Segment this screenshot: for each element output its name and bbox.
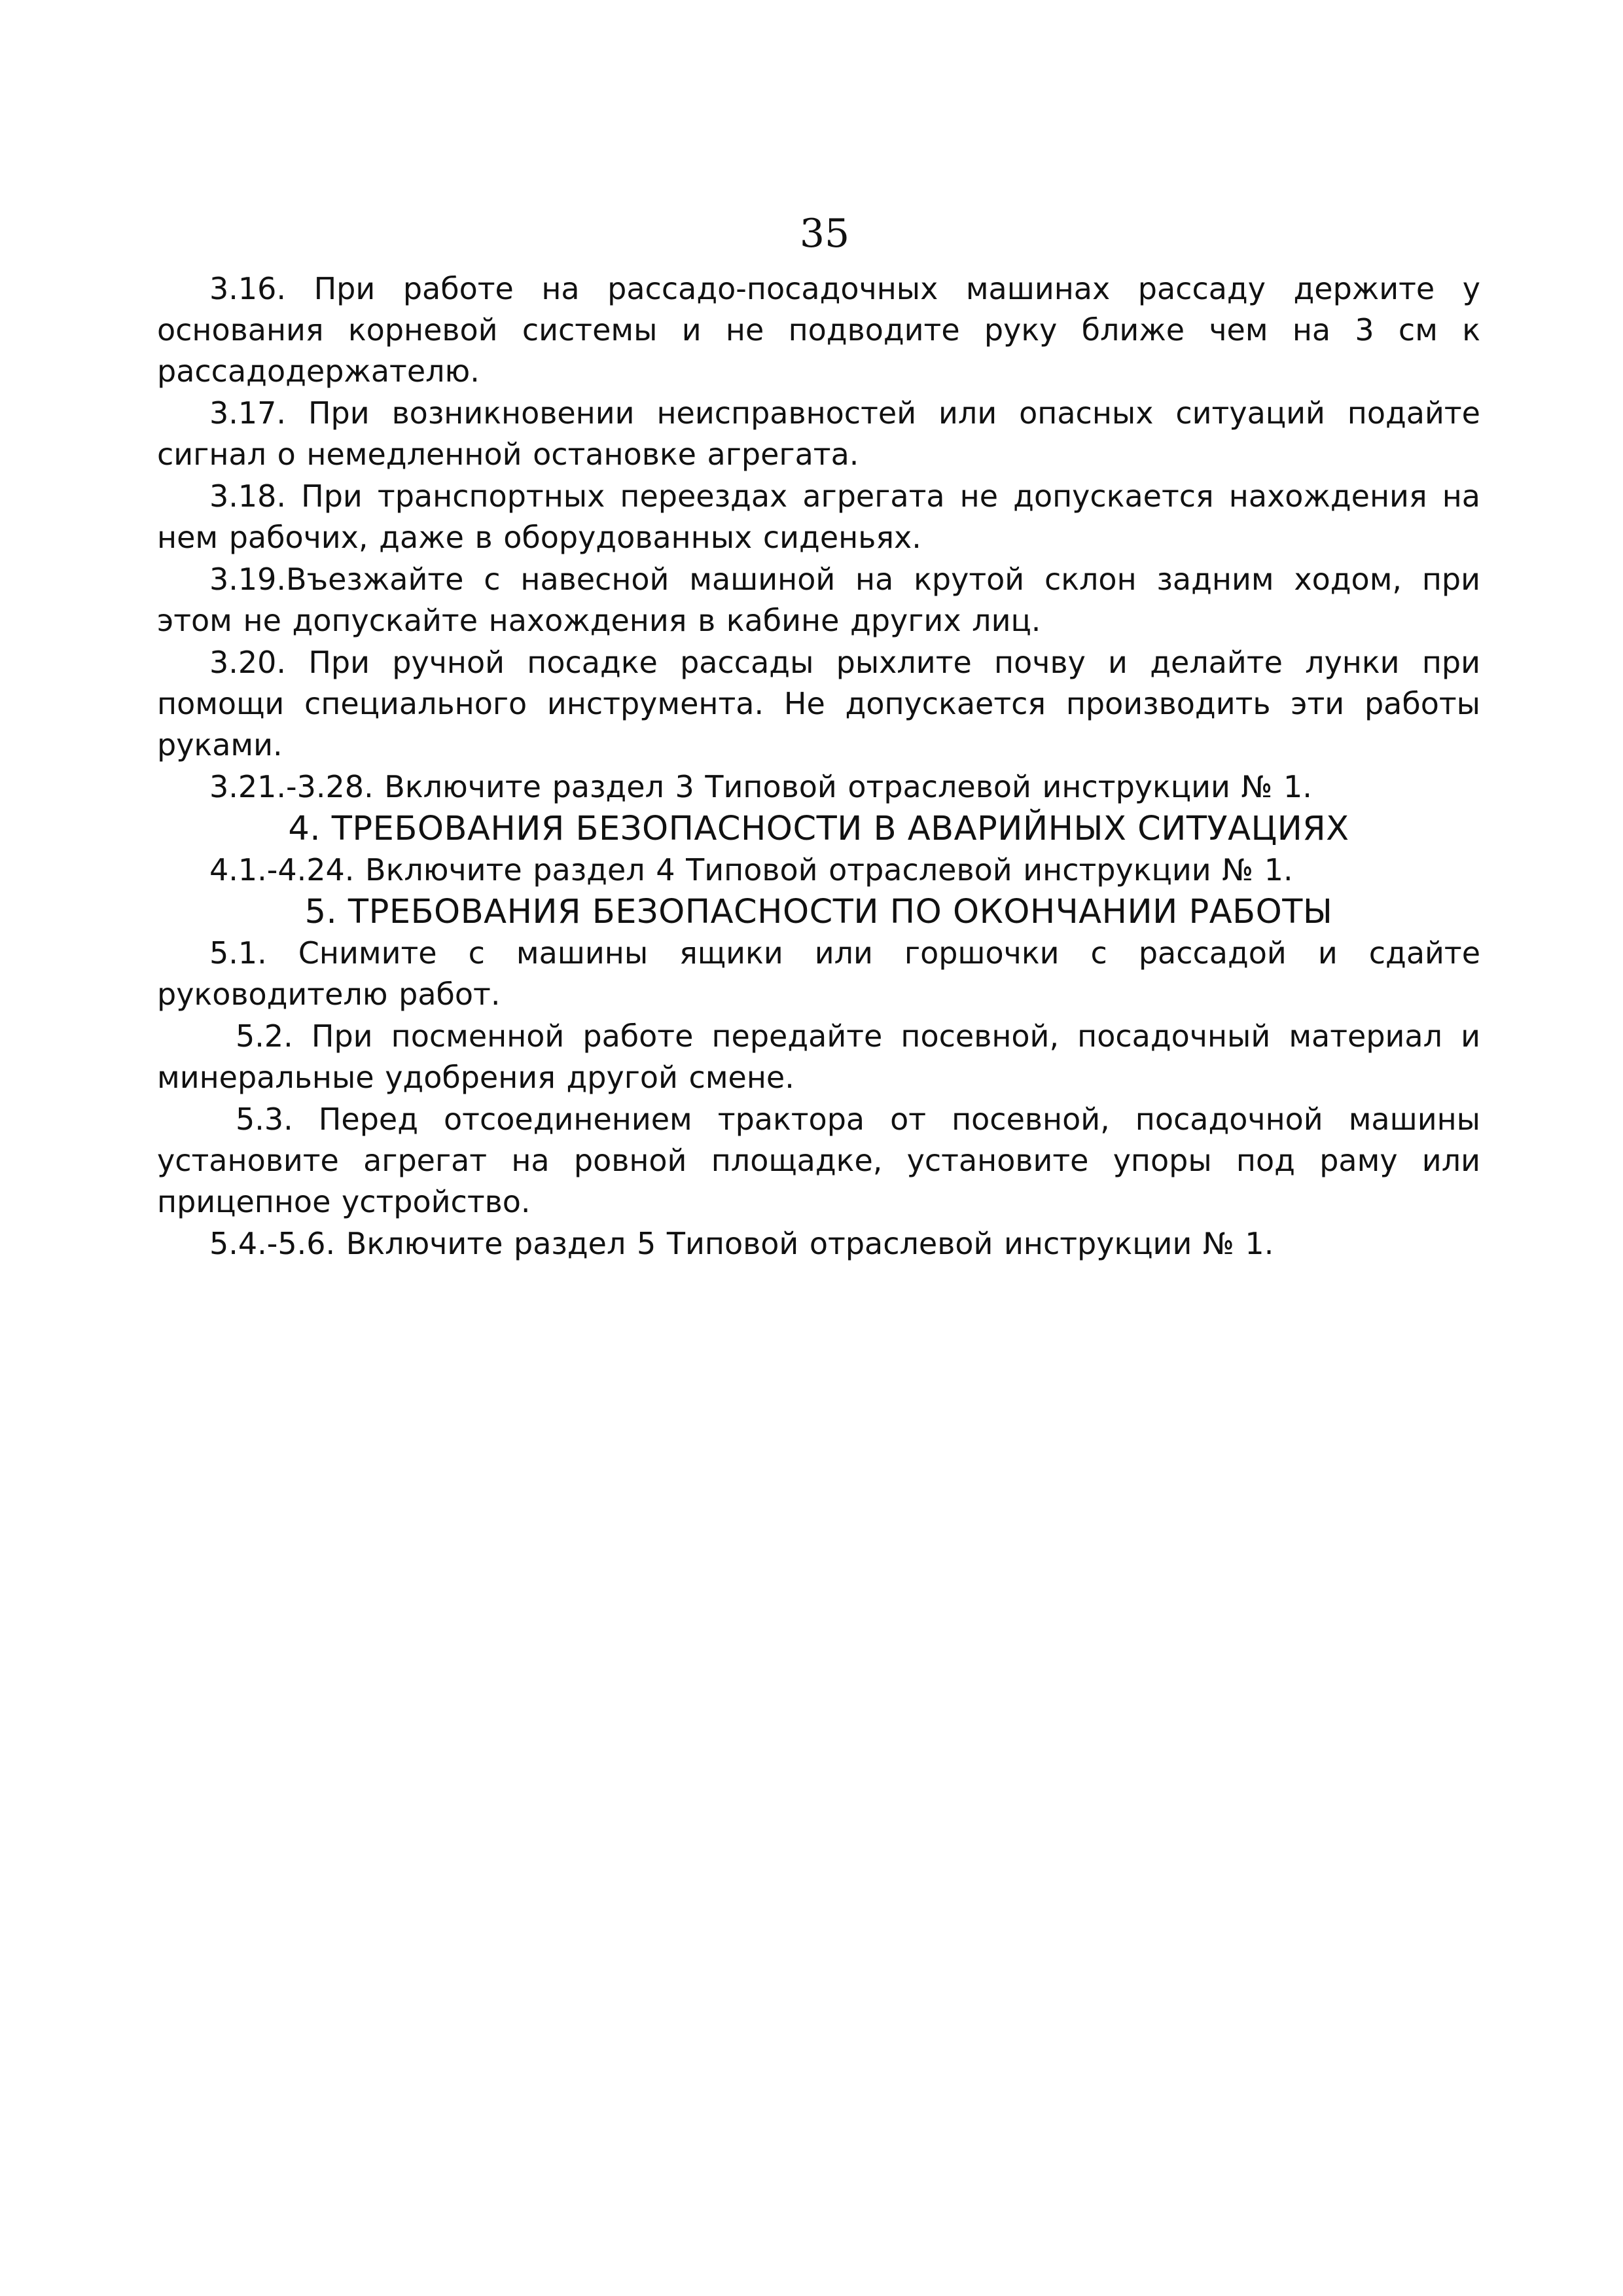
section-heading-5: 5. ТРЕБОВАНИЯ БЕЗОПАСНОСТИ ПО ОКОНЧАНИИ РАБОТЫ (304, 893, 1333, 931)
paragraph-5-4-5-6: 5.4.-5.6. Включите раздел 5 Типовой отраслевой инструкции № 1. (209, 1226, 1274, 1261)
paragraph-3-20: 3.20. При ручной посадке рассады рыхлите почву и делайте лунки при помощи специального инструмента. Не допускается производить эти работы руками. (157, 645, 1480, 762)
paragraph-5-2: 5.2. При посменной работе передайте посевной, посадочный материал и минеральные удобрения другой смене. (157, 1018, 1480, 1095)
document-body (157, 268, 1480, 1265)
paragraph-3-17: 3.17. При возникновении неисправностей или опасных ситуаций подайте сигнал о немедленной остановке агрегата. (157, 395, 1480, 472)
paragraph-3-18: 3.18. При транспортных переездах агрегата не допускается нахождения на нем рабочих, даже в оборудованных сиденьях. (157, 478, 1480, 555)
paragraph-5-1: 5.1. Снимите с машины ящики или горшочки с рассадой и сдайте руководителю работ. (157, 935, 1480, 1012)
paragraph-3-16: 3.16. При работе на рассадо-посадочных машинах рассаду держите у основания корневой системы и не подводите руку ближе чем на 3 см к рассадодержателю. (157, 271, 1480, 389)
page-number: 35 (799, 211, 850, 257)
paragraph-4-1-4-24: 4.1.-4.24. Включите раздел 4 Типовой отраслевой инструкции № 1. (209, 852, 1293, 888)
paragraph-3-19: 3.19.Въезжайте с навесной машиной на крутой склон задним ходом, при этом не допускайте нахождения в кабине других лиц. (157, 562, 1480, 638)
paragraph-3-21-3-28: 3.21.-3.28. Включите раздел 3 Типовой отраслевой инструкции № 1. (209, 769, 1312, 804)
paragraph-5-3: 5.3. Перед отсоединением трактора от посевной, посадочной машины установите агрегат на ровной площадке, установите упоры под раму или прицепное устройство. (157, 1102, 1480, 1219)
section-heading-4: 4. ТРЕБОВАНИЯ БЕЗОПАСНОСТИ В АВАРИЙНЫХ СИТУАЦИЯХ (288, 810, 1349, 848)
